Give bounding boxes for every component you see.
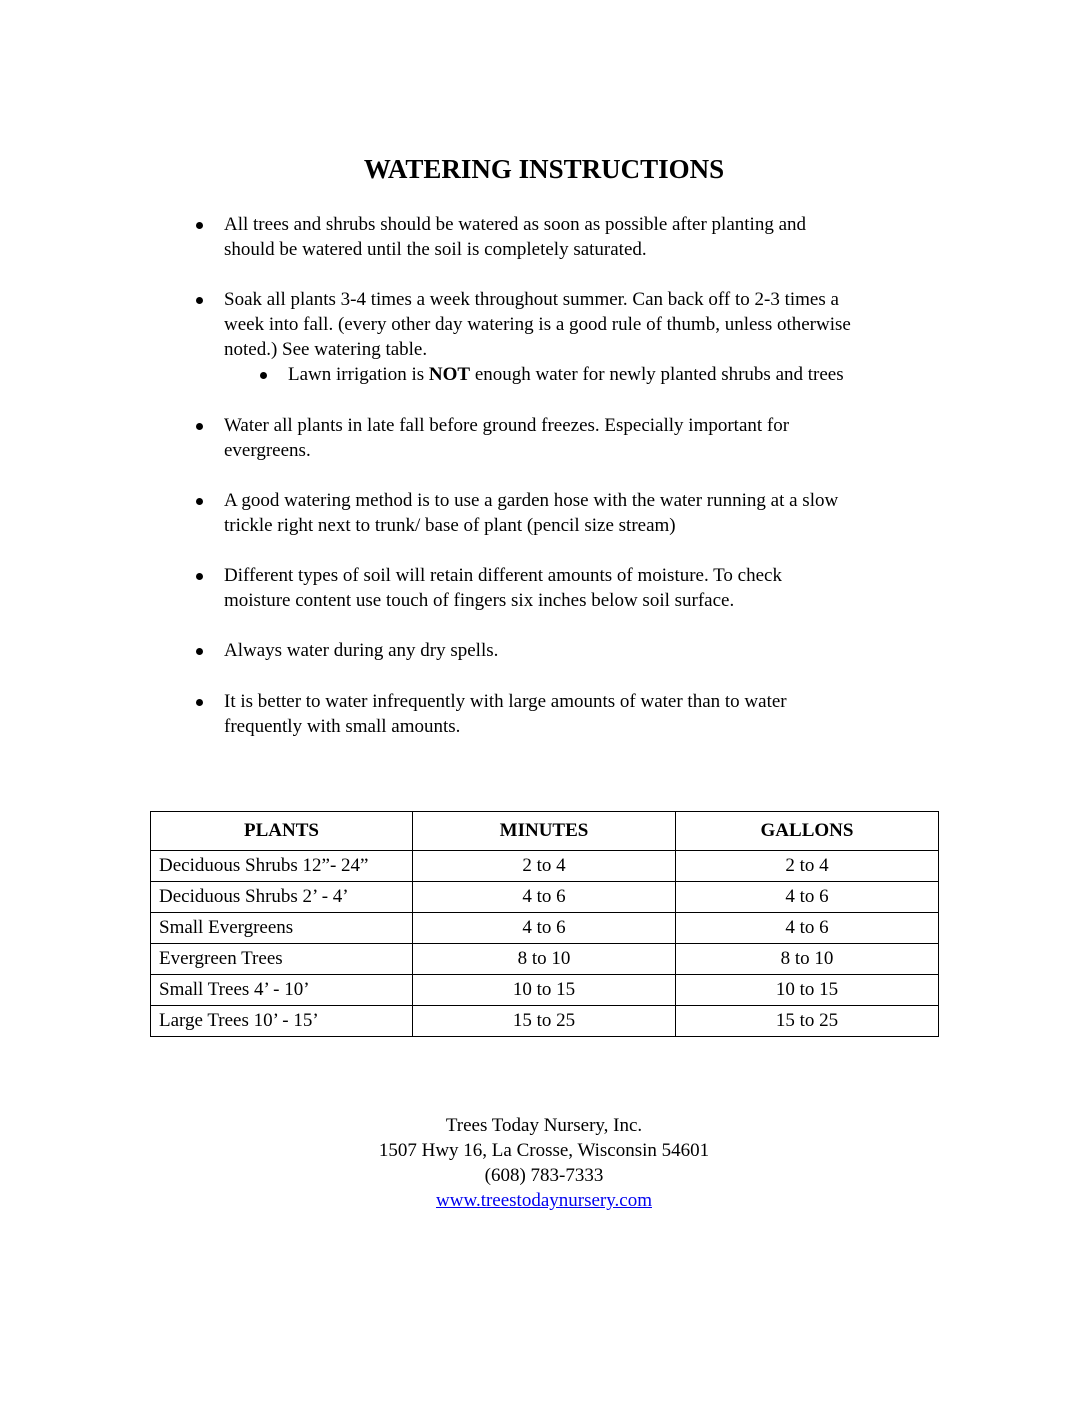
- plant-cell: Deciduous Shrubs 2’ - 4’: [151, 882, 413, 913]
- gallons-cell: 2 to 4: [676, 851, 939, 882]
- column-header-plants: PLANTS: [151, 812, 413, 851]
- website-link[interactable]: www.treestodaynursery.com: [436, 1190, 652, 1211]
- bullet-icon: [196, 498, 203, 505]
- column-header-minutes: MINUTES: [413, 812, 676, 851]
- sub-bullet-emphasis: NOT: [428, 364, 471, 385]
- table-header-row: [151, 812, 939, 851]
- table-row: [151, 1006, 939, 1037]
- bullet-line: week into fall. (every other day watering is a good rule of thumb, unless otherwise: [224, 314, 851, 335]
- bullet-line: frequently with small amounts.: [224, 716, 461, 737]
- plant-cell: Deciduous Shrubs 12”- 24”: [151, 851, 413, 882]
- minutes-cell: 4 to 6: [413, 913, 676, 944]
- plant-cell: Small Evergreens: [151, 913, 413, 944]
- bullet-item: [224, 287, 944, 362]
- bullet-item: [224, 488, 944, 538]
- bullet-line: noted.) See watering table.: [224, 339, 428, 360]
- plant-cell: Large Trees 10’ - 15’: [151, 1006, 413, 1037]
- minutes-cell: 10 to 15: [413, 975, 676, 1006]
- table-row: [151, 851, 939, 882]
- gallons-cell: 4 to 6: [676, 882, 939, 913]
- company-address: 1507 Hwy 16, La Crosse, Wisconsin 54601: [378, 1140, 710, 1161]
- sub-bullet-text-before: Lawn irrigation is: [288, 364, 429, 385]
- table-row: [151, 913, 939, 944]
- bullet-item: [224, 413, 944, 463]
- bullet-icon: [260, 372, 267, 379]
- bullet-line: All trees and shrubs should be watered as soon as possible after planting and: [224, 214, 807, 235]
- gallons-cell: 4 to 6: [676, 913, 939, 944]
- bullet-item: [224, 563, 944, 613]
- sub-bullet-text-after: enough water for newly planted shrubs and trees: [470, 364, 844, 385]
- bullet-icon: [196, 699, 203, 706]
- plant-cell: Evergreen Trees: [151, 944, 413, 975]
- table-row: [151, 882, 939, 913]
- minutes-cell: 4 to 6: [413, 882, 676, 913]
- bullet-line: Always water during any dry spells.: [224, 640, 499, 661]
- bullet-line: A good watering method is to use a garden hose with the water running at a slow: [224, 490, 839, 511]
- bullet-item: [224, 638, 944, 663]
- minutes-cell: 15 to 25: [413, 1006, 676, 1037]
- minutes-cell: 8 to 10: [413, 944, 676, 975]
- bullet-item: [224, 689, 944, 739]
- minutes-cell: 2 to 4: [413, 851, 676, 882]
- sub-bullet-item: [288, 362, 938, 387]
- bullet-item: [224, 212, 944, 262]
- gallons-cell: 10 to 15: [676, 975, 939, 1006]
- column-header-gallons: GALLONS: [676, 812, 939, 851]
- table-row: [151, 944, 939, 975]
- bullet-icon: [196, 222, 203, 229]
- bullet-line: It is better to water infrequently with large amounts of water than to water: [224, 691, 787, 712]
- company-name: Trees Today Nursery, Inc.: [445, 1115, 643, 1136]
- bullet-line: evergreens.: [224, 440, 311, 461]
- page-title: WATERING INSTRUCTIONS: [363, 154, 725, 184]
- bullet-icon: [196, 573, 203, 580]
- table-row: [151, 975, 939, 1006]
- bullet-line: Water all plants in late fall before ground freezes. Especially important for: [224, 415, 790, 436]
- plant-cell: Small Trees 4’ - 10’: [151, 975, 413, 1006]
- bullet-line: Different types of soil will retain different amounts of moisture. To check: [224, 565, 782, 586]
- gallons-cell: 15 to 25: [676, 1006, 939, 1037]
- watering-table: [150, 811, 939, 1037]
- bullet-icon: [196, 648, 203, 655]
- sub-bullet-line: [288, 362, 938, 387]
- gallons-cell: 8 to 10: [676, 944, 939, 975]
- footer-contact: [0, 1113, 1088, 1213]
- bullet-line: Soak all plants 3-4 times a week throughout summer. Can back off to 2-3 times a: [224, 289, 839, 310]
- bullet-line: should be watered until the soil is completely saturated.: [224, 239, 647, 260]
- bullet-line: moisture content use touch of fingers six inches below soil surface.: [224, 590, 735, 611]
- bullet-icon: [196, 423, 203, 430]
- bullet-line: trickle right next to trunk/ base of plant (pencil size stream): [224, 515, 676, 536]
- bullet-icon: [196, 297, 203, 304]
- company-phone: (608) 783-7333: [484, 1165, 604, 1186]
